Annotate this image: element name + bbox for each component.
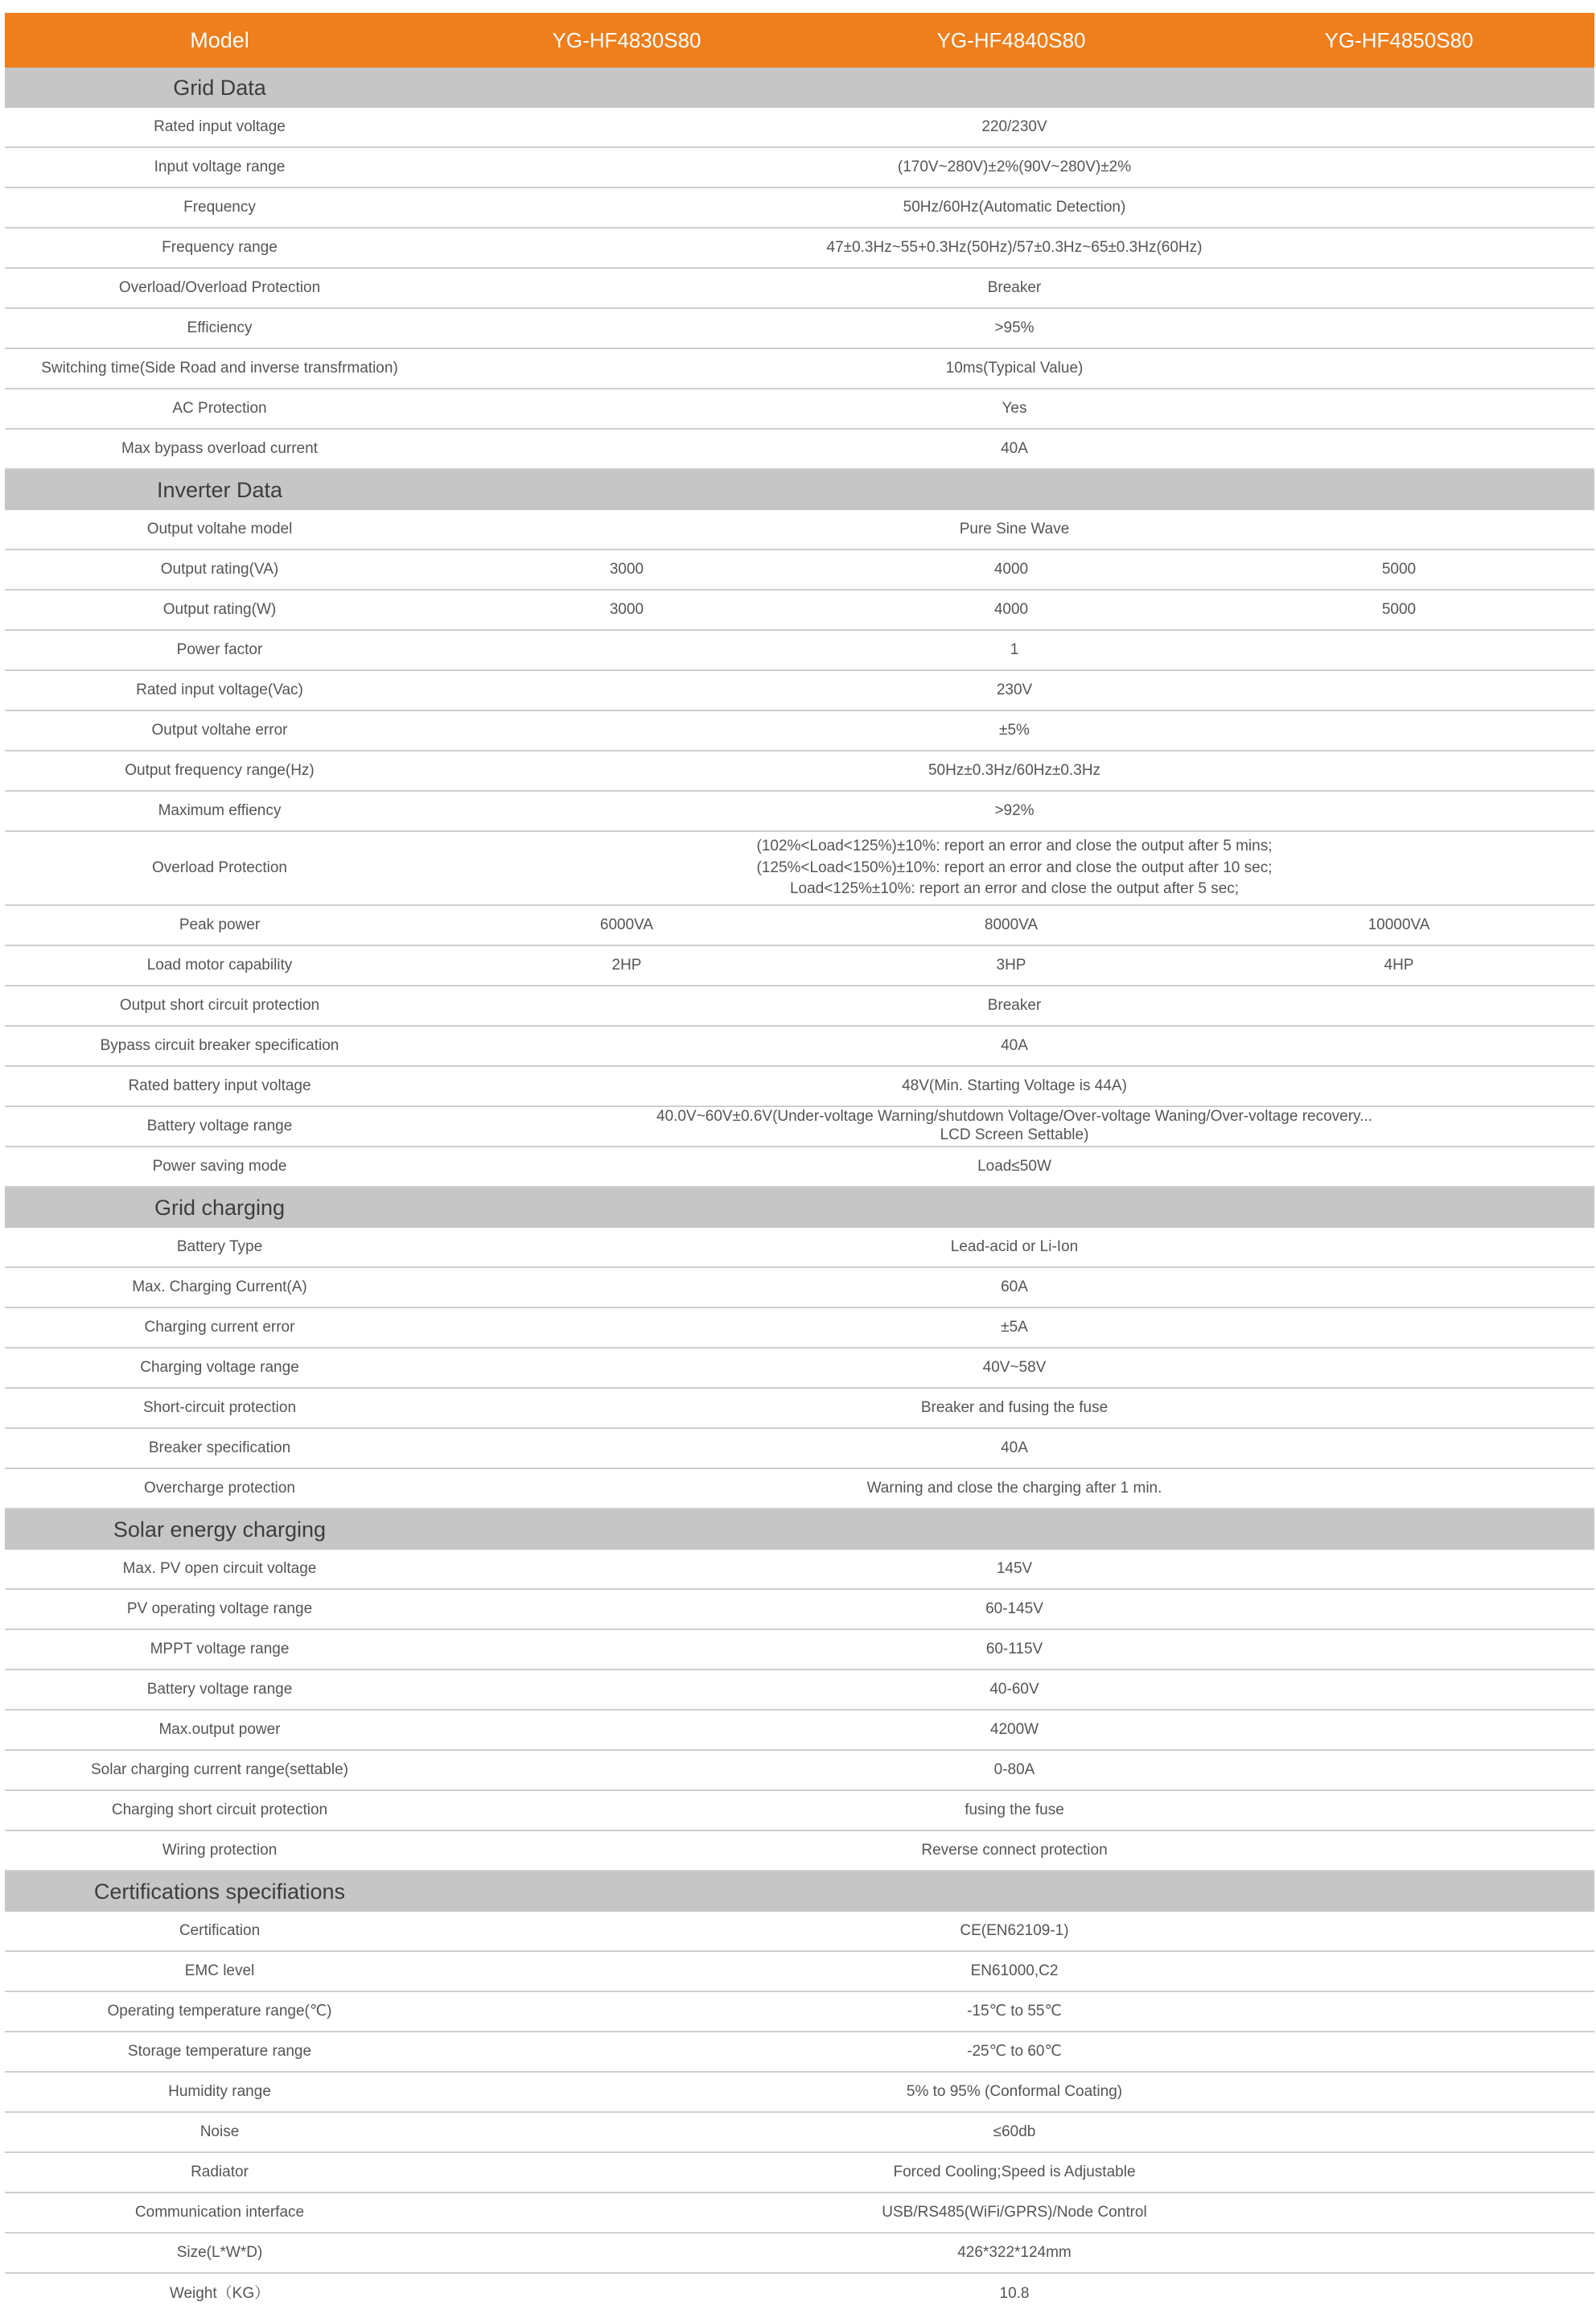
spec-label: Output voltahe error xyxy=(151,722,288,739)
spec-value: 10ms(Typical Value) xyxy=(945,359,1084,377)
spec-row-inverter-battery-voltage-range xyxy=(5,1107,1594,1147)
spec-row-input-voltage-range xyxy=(5,148,1594,188)
spec-value: 40V~58V xyxy=(982,1358,1047,1376)
spec-row-load-motor-capability xyxy=(5,946,1594,986)
spec-value: 60-115V xyxy=(985,1640,1043,1657)
spec-label: Bypass circuit breaker specification xyxy=(100,1037,339,1055)
spec-value-multiline xyxy=(434,836,1594,900)
spec-value-model-3: 4HP xyxy=(1384,957,1414,974)
spec-row-maximum-efficiency xyxy=(5,792,1594,832)
spec-label: Max. Charging Current(A) xyxy=(132,1278,307,1296)
spec-value: Load≤50W xyxy=(977,1157,1051,1175)
section-certifications xyxy=(5,1871,1594,1912)
spec-row-ac-protection xyxy=(5,389,1594,430)
spec-label: MPPT voltage range xyxy=(150,1641,290,1658)
spec-label: Overcharge protection xyxy=(144,1480,295,1497)
spec-value: 230V xyxy=(996,681,1033,698)
spec-label: Battery Type xyxy=(176,1238,263,1256)
spec-value: (170V~280V)±2%(90V~280V)±2% xyxy=(897,158,1132,175)
spec-row-pv-operating-range xyxy=(5,1590,1594,1630)
spec-label: Radiator xyxy=(191,2164,249,2181)
spec-value-line: Load<125%±10%: report an error and close the output after 5 sec; xyxy=(789,880,1240,898)
section-inverter-data xyxy=(5,470,1594,510)
spec-row-solar-charging-current xyxy=(5,1751,1594,1791)
spec-value-model-3: 10000VA xyxy=(1368,916,1430,933)
spec-row-switching-time xyxy=(5,349,1594,389)
spec-label: Battery voltage range xyxy=(146,1681,293,1698)
spec-value: CE(EN62109-1) xyxy=(960,1921,1069,1939)
spec-label: Output rating(VA) xyxy=(160,561,279,578)
spec-label: Output voltahe model xyxy=(146,521,293,538)
spec-row-radiator xyxy=(5,2153,1594,2193)
spec-label: Overload/Overload Protection xyxy=(118,279,321,297)
model-label: Model xyxy=(190,27,249,52)
spec-label: Rated input voltage xyxy=(154,118,286,136)
spec-label: Peak power xyxy=(179,916,261,934)
spec-label: Switching time(Side Road and inverse transfrmation) xyxy=(41,360,398,377)
spec-value: Breaker xyxy=(987,996,1042,1014)
spec-value: ±5% xyxy=(999,721,1030,739)
spec-label: Solar charging current range(settable) xyxy=(90,1761,348,1779)
section-grid-charging xyxy=(5,1188,1594,1228)
spec-value: >92% xyxy=(994,801,1035,819)
spec-value-multiline xyxy=(434,1108,1594,1145)
spec-row-overcharge-protection xyxy=(5,1469,1594,1509)
spec-value: 60-145V xyxy=(985,1600,1043,1617)
spec-row-solar-battery-voltage-range xyxy=(5,1670,1594,1711)
spec-label: Max.output power xyxy=(158,1721,281,1739)
spec-value-model-1: 3000 xyxy=(609,601,644,618)
spec-label: Charging short circuit protection xyxy=(111,1801,328,1819)
spec-row-max-bypass-overload xyxy=(5,430,1594,470)
spec-value: 50Hz±0.3Hz/60Hz±0.3Hz xyxy=(928,761,1101,779)
spec-value: Warning and close the charging after 1 min. xyxy=(866,1479,1162,1497)
spec-value: 0-80A xyxy=(993,1760,1035,1778)
spec-row-frequency xyxy=(5,188,1594,229)
spec-value: 40-60V xyxy=(989,1680,1039,1698)
spec-value: 40A xyxy=(1001,439,1028,457)
spec-label: Maximum effiency xyxy=(158,802,282,820)
spec-value: Forced Cooling;Speed is Adjustable xyxy=(893,2163,1136,2180)
spec-label: Frequency xyxy=(183,199,256,216)
spec-label: Operating temperature range(℃) xyxy=(107,2003,332,2020)
spec-label: Short-circuit protection xyxy=(142,1399,297,1417)
spec-row-overload-protection xyxy=(5,269,1594,309)
spec-label: EMC level xyxy=(184,1962,255,1980)
spec-label: Charging current error xyxy=(144,1319,295,1336)
spec-value: 426*322*124mm xyxy=(957,2243,1072,2261)
spec-label: Output frequency range(Hz) xyxy=(125,762,315,780)
section-grid-data xyxy=(5,68,1594,108)
model-columns xyxy=(434,13,1594,68)
spec-value: 5% to 95% (Conformal Coating) xyxy=(906,2082,1123,2100)
spec-row-battery-type xyxy=(5,1228,1594,1268)
spec-value-model-2: 3HP xyxy=(996,957,1026,974)
spec-label: Wiring protection xyxy=(162,1842,278,1859)
spec-row-output-voltage-error xyxy=(5,711,1594,751)
spec-row-storage-temperature xyxy=(5,2032,1594,2073)
spec-value: Breaker and fusing the fuse xyxy=(920,1398,1109,1416)
model-3: YG-HF4850S80 xyxy=(1324,27,1474,52)
spec-row-bypass-breaker-spec xyxy=(5,1027,1594,1067)
spec-row-frequency-range xyxy=(5,229,1594,269)
spec-row-output-rating-w xyxy=(5,591,1594,631)
spec-value-model-2: 4000 xyxy=(993,561,1029,578)
spec-value-model-1: 2HP xyxy=(611,957,642,974)
spec-row-size xyxy=(5,2234,1594,2274)
spec-table xyxy=(5,13,1594,2314)
spec-value: Yes xyxy=(1002,399,1027,417)
spec-label: Certification xyxy=(179,1922,261,1940)
model-1: YG-HF4830S80 xyxy=(552,27,701,52)
spec-value-model-3: 5000 xyxy=(1381,601,1417,618)
spec-value: >95% xyxy=(994,319,1035,336)
spec-value-line: (125%<Load<150%)±10%: report an error and close the output after 10 sec; xyxy=(756,858,1273,876)
spec-value: Breaker xyxy=(987,278,1042,296)
spec-row-inverter-overload-protection xyxy=(5,832,1594,906)
spec-value: ≤60db xyxy=(993,2123,1036,2140)
spec-row-weight xyxy=(5,2274,1594,2314)
spec-label: Battery voltage range xyxy=(146,1118,293,1135)
spec-row-communication-interface xyxy=(5,2193,1594,2234)
spec-value: -25℃ to 60℃ xyxy=(967,2042,1062,2060)
spec-value: 145V xyxy=(996,1559,1033,1577)
spec-value-model-2: 8000VA xyxy=(984,916,1039,933)
spec-row-certification xyxy=(5,1912,1594,1952)
spec-value: 4200W xyxy=(989,1720,1039,1738)
spec-row-mppt-range xyxy=(5,1630,1594,1670)
spec-value: 50Hz/60Hz(Automatic Detection) xyxy=(903,198,1126,216)
spec-label: Overload Protection xyxy=(152,859,287,877)
spec-value: 1 xyxy=(1010,640,1019,658)
spec-label: Power saving mode xyxy=(152,1158,287,1176)
spec-label: Storage temperature range xyxy=(127,2043,312,2061)
spec-label: Humidity range xyxy=(168,2083,271,2101)
spec-row-peak-power xyxy=(5,906,1594,946)
spec-row-max-charging-current xyxy=(5,1268,1594,1308)
spec-value: 48V(Min. Starting Voltage is 44A) xyxy=(902,1077,1127,1094)
spec-row-rated-input-voltage xyxy=(5,108,1594,148)
section-title: Grid Data xyxy=(173,75,266,100)
spec-label: Efficiency xyxy=(187,319,253,337)
spec-value: 60A xyxy=(1001,1278,1028,1295)
model-2: YG-HF4840S80 xyxy=(936,27,1086,52)
spec-value-model-1: 6000VA xyxy=(599,916,654,933)
spec-value: EN61000,C2 xyxy=(970,1962,1059,1979)
spec-row-humidity-range xyxy=(5,2073,1594,2113)
spec-label: Power factor xyxy=(176,641,263,659)
spec-row-charging-short-circuit xyxy=(5,1791,1594,1831)
spec-label: Max bypass overload current xyxy=(121,440,318,458)
spec-value: Reverse connect protection xyxy=(921,1841,1108,1859)
spec-value: 10.8 xyxy=(999,2284,1030,2302)
spec-row-max-pv-open-circuit xyxy=(5,1550,1594,1590)
spec-value-model-1: 3000 xyxy=(609,561,644,578)
spec-value-model-3: 5000 xyxy=(1381,561,1417,578)
spec-label: Weight（KG） xyxy=(169,2285,270,2303)
spec-label: Size(L*W*D) xyxy=(176,2244,263,2262)
spec-value: Pure Sine Wave xyxy=(959,520,1070,537)
spec-value-line: 40.0V~60V±0.6V(Under-voltage Warning/shutdown Voltage/Over-voltage Waning/Over-voltage recovery... xyxy=(656,1108,1372,1126)
spec-row-output-short-circuit xyxy=(5,986,1594,1027)
spec-value-model-2: 4000 xyxy=(993,601,1029,618)
spec-label: Output rating(W) xyxy=(162,601,277,619)
spec-row-operating-temperature xyxy=(5,1992,1594,2032)
spec-label: Frequency range xyxy=(162,239,278,257)
spec-label: AC Protection xyxy=(172,400,267,418)
spec-row-power-factor xyxy=(5,631,1594,671)
spec-label: Noise xyxy=(200,2123,240,2141)
spec-row-rated-input-voltage-vac xyxy=(5,671,1594,711)
section-title: Certifications specifiations xyxy=(93,1879,346,1904)
spec-label: Rated battery input voltage xyxy=(128,1077,311,1095)
spec-label: Output short circuit protection xyxy=(119,997,320,1015)
spec-value: 40A xyxy=(1001,1036,1028,1054)
spec-value-line: LCD Screen Settable) xyxy=(940,1126,1089,1143)
spec-row-max-output-power xyxy=(5,1711,1594,1751)
spec-row-power-saving-mode xyxy=(5,1147,1594,1188)
spec-row-efficiency xyxy=(5,309,1594,349)
section-title: Inverter Data xyxy=(156,477,283,502)
spec-row-output-frequency-range xyxy=(5,751,1594,792)
spec-row-wiring-protection xyxy=(5,1831,1594,1871)
spec-value: fusing the fuse xyxy=(965,1801,1064,1818)
spec-row-charging-current-error xyxy=(5,1308,1594,1348)
spec-label: Rated input voltage(Vac) xyxy=(136,681,303,699)
header-row xyxy=(5,13,1594,68)
spec-value: 220/230V xyxy=(981,117,1047,135)
spec-row-output-voltage-model xyxy=(5,510,1594,550)
spec-value: Lead-acid or Li-Ion xyxy=(950,1237,1079,1255)
spec-row-noise xyxy=(5,2113,1594,2153)
section-solar-charging xyxy=(5,1509,1594,1550)
spec-label: Max. PV open circuit voltage xyxy=(122,1560,317,1578)
spec-value: USB/RS485(WiFi/GPRS)/Node Control xyxy=(882,2203,1147,2221)
spec-row-short-circuit-protection xyxy=(5,1389,1594,1429)
spec-row-breaker-specification xyxy=(5,1429,1594,1469)
spec-row-emc-level xyxy=(5,1952,1594,1992)
spec-value: 40A xyxy=(1001,1439,1028,1456)
spec-label: Load motor capability xyxy=(146,957,293,974)
spec-row-output-rating-va xyxy=(5,550,1594,591)
section-title: Solar energy charging xyxy=(113,1517,327,1542)
spec-label: Communication interface xyxy=(134,2204,305,2221)
spec-label: Charging voltage range xyxy=(140,1359,299,1377)
spec-label: Input voltage range xyxy=(154,159,286,176)
spec-row-rated-battery-input xyxy=(5,1067,1594,1107)
spec-label: Breaker specification xyxy=(148,1439,291,1457)
section-title: Grid charging xyxy=(154,1195,286,1220)
spec-value: ±5A xyxy=(1001,1318,1028,1336)
spec-label: PV operating voltage range xyxy=(126,1600,313,1618)
spec-row-charging-voltage-range xyxy=(5,1348,1594,1389)
spec-value: 47±0.3Hz~55+0.3Hz(50Hz)/57±0.3Hz~65±0.3Hz(60Hz) xyxy=(826,238,1203,256)
spec-value-line: (102%<Load<125%)±10%: report an error and close the output after 5 mins; xyxy=(756,838,1273,855)
spec-value: -15℃ to 55℃ xyxy=(967,2002,1062,2020)
